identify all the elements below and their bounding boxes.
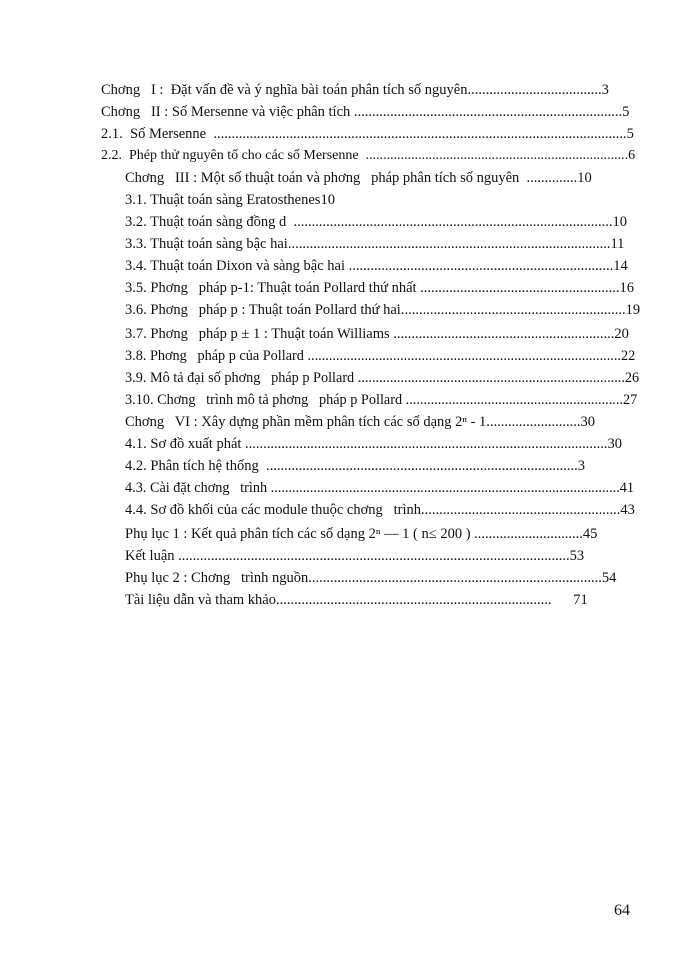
toc-entry: 2.1. Số Mersenne ..................................................................................................................5 [101,126,634,142]
toc-entry: Kết luận ............................................................................................................53 [125,548,585,564]
toc-entry: Chơng I : Đặt vấn đề và ý nghĩa bài toán phân tích số nguyên.....................................3 [101,82,609,98]
toc-entry: Chơng II : Số Mersenne và việc phân tích ..........................................................................5 [101,104,630,120]
toc-entry: Chơng VI : Xây dựng phần mềm phân tích các số dạng 2ⁿ - 1..........................30 [125,414,596,430]
toc-entry: 4.1. Sơ đồ xuất phát ....................................................................................................30 [125,436,623,452]
toc-entry: Tài liệu dẫn và tham khảo............................................................................ 71 [125,592,588,608]
toc-entry: 3.7. Phơng pháp p ± 1 : Thuật toán Williams .............................................................20 [125,326,629,342]
toc-entry: Phụ lục 1 : Kết quả phân tích các số dạng 2ⁿ — 1 ( n≤ 200 ) ..............................45 [125,526,598,542]
toc-entry: Chơng III : Một số thuật toán và phơng pháp phân tích số nguyên ..............10 [125,170,592,186]
toc-entry: 3.3. Thuật toán sàng bậc hai.........................................................................................11 [125,236,625,252]
toc-entry: 3.2. Thuật toán sàng đồng d ........................................................................................10 [125,214,627,230]
toc-entry: 4.4. Sơ đồ khối của các module thuộc chơng trình.......................................................43 [125,502,635,518]
page-number: 64 [614,902,630,919]
toc-entry: 2.2. Phép thử nguyên tố cho các số Mersenne ...........................................................................6 [101,148,636,163]
toc-entry: 3.9. Mô tả đại số phơng pháp p Pollard ...........................................................................26 [125,370,640,386]
toc-entry: 4.3. Cài đặt chơng trình ..................................................................................................41 [125,480,635,496]
toc-entry: 3.8. Phơng pháp p của Pollard ........................................................................................22 [125,348,636,364]
toc-entry: 3.6. Phơng pháp p : Thuật toán Pollard thứ hai..............................................................19 [125,302,641,318]
toc-entry: 3.1. Thuật toán sàng Eratosthenes10 [125,192,335,208]
toc-entry: 3.4. Thuật toán Dixon và sàng bậc hai .........................................................................14 [125,258,628,274]
toc-entry: 3.10. Chơng trình mô tả phơng pháp p Pollard .............................................................27 [125,392,638,408]
toc-entry: 4.2. Phân tích hệ thống ......................................................................................3 [125,458,585,474]
toc-entry: 3.5. Phơng pháp p-1: Thuật toán Pollard thứ nhất .......................................................16 [125,280,635,296]
toc-entry: Phụ lục 2 : Chơng trình nguồn.................................................................................54 [125,570,617,586]
